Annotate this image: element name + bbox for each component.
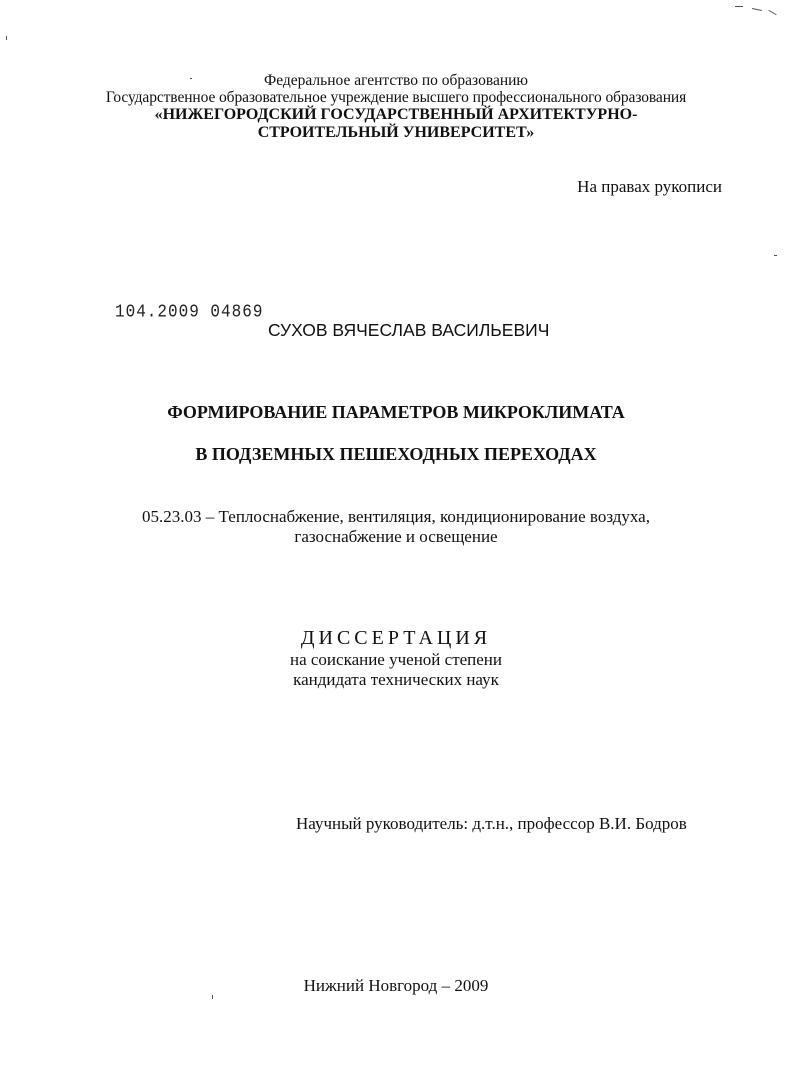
institution-name: Государственное образовательное учреждение высшего профессионального образования: [105, 89, 687, 106]
degree-line1: на соискание ученой степени: [289, 650, 503, 669]
scan-speck: [752, 8, 762, 11]
scan-speck: [774, 255, 777, 256]
manuscript-note: На правах рукописи: [577, 177, 722, 196]
author-name: СУХОВ ВЯЧЕСЛАВ ВАСИЛЬЕВИЧ: [268, 320, 550, 340]
inventory-stamp-number: 104.2009 04869: [115, 301, 264, 323]
city-year: Нижний Новгород – 2009: [303, 976, 489, 995]
scan-speck: [768, 10, 776, 15]
specialty-line1: 05.23.03 – Теплоснабжение, вентиляция, кондиционирование воздуха,: [142, 507, 650, 526]
dissertation-title-line2: В ПОДЗЕМНЫХ ПЕШЕХОДНЫХ ПЕРЕХОДАХ: [195, 444, 597, 464]
work-type-label: ДИССЕРТАЦИЯ: [300, 627, 492, 649]
university-name-line1: «НИЖЕГОРОДСКИЙ ГОСУДАРСТВЕННЫЙ АРХИТЕКТУРНО-: [154, 106, 638, 123]
specialty-line2: газоснабжение и освещение: [294, 527, 498, 546]
agency-name: Федеральное агентство по образованию: [263, 72, 529, 89]
university-name-line2: СТРОИТЕЛЬНЫЙ УНИВЕРСИТЕТ»: [257, 124, 535, 141]
scan-speck: [735, 6, 743, 7]
scan-speck: [6, 36, 7, 40]
degree-line2: кандидата технических наук: [293, 670, 499, 689]
scientific-advisor: Научный руководитель: д.т.н., профессор В.И. Бодров: [296, 814, 687, 833]
dissertation-title-line1: ФОРМИРОВАНИЕ ПАРАМЕТРОВ МИКРОКЛИМАТА: [167, 402, 625, 422]
